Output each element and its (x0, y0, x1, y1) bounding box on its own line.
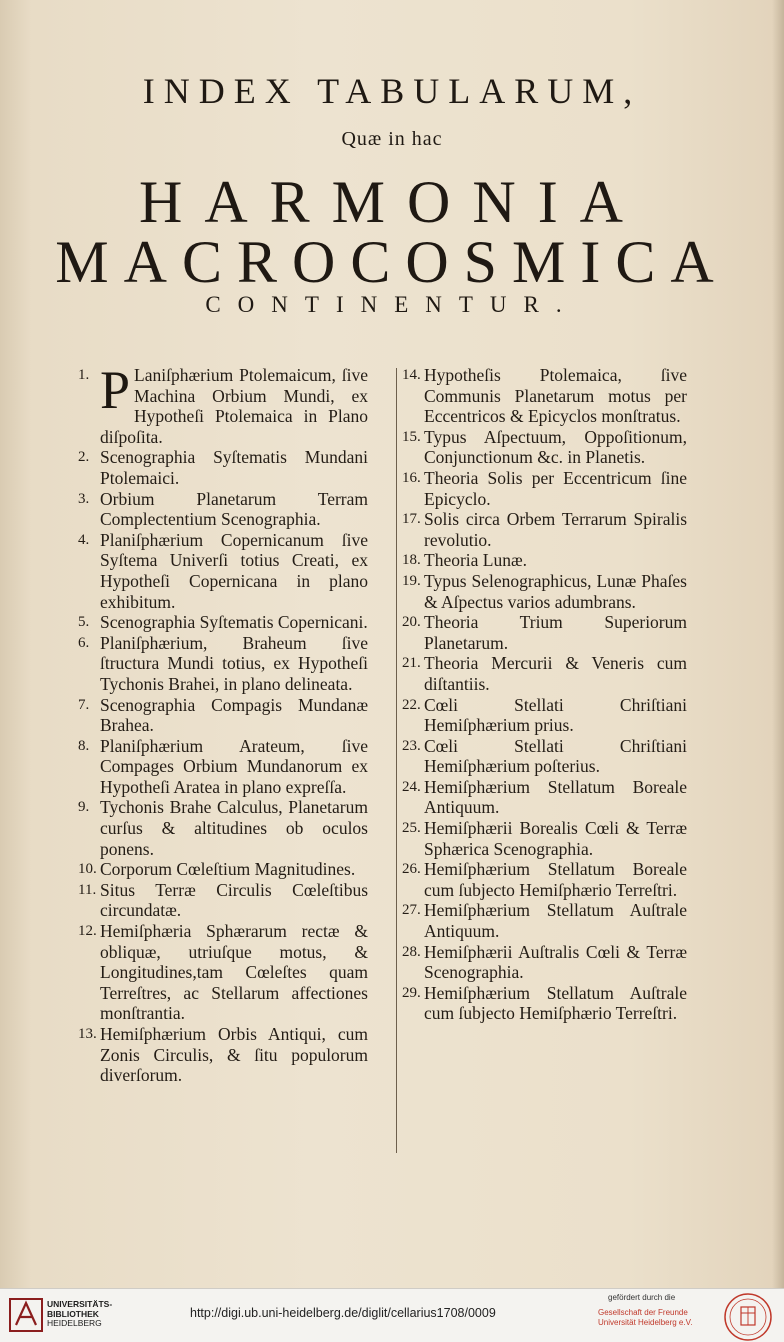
list-item (402, 653, 687, 694)
entry-text: Cœli Stellati Chriſtiani Hemiſphærium prius. (424, 694, 687, 736)
entry-text: Hemiſphærium Stellatum Boreale cum ſubjecto Hemiſphærio Terreſtri. (424, 859, 687, 900)
left-column (78, 360, 368, 1086)
list-item (78, 360, 368, 447)
entry-text: Hemiſphærium Stellatum Boreale Antiquum. (424, 776, 687, 818)
entry-text: Situs Terræ Circulis Cœleſtibus circundatæ. (100, 879, 368, 921)
entry-number: 29. (402, 984, 421, 1001)
list-item (78, 489, 368, 530)
list-item (402, 818, 687, 859)
list-item (402, 942, 687, 983)
entry-text: Scenographia Compagis Mundanæ Brahea. (100, 694, 368, 736)
entry-number: 26. (402, 861, 421, 878)
entry-number: 20. (402, 614, 421, 631)
entry-text: Laniſphærium Ptolemaicum, ſive Machina Orbium Mundi, ex Hypotheſi Ptolemaica in Plano diſpoſita. (100, 365, 368, 447)
entry-number: 17. (402, 511, 421, 528)
sponsor-block (598, 1293, 710, 1328)
list-item (402, 900, 687, 941)
entry-number: 4. (78, 531, 90, 548)
list-item (78, 797, 368, 859)
library-name-line1: UNIVERSITÄTS- (47, 1299, 113, 1309)
list-item (78, 612, 368, 633)
entry-text: Hemiſphærium Orbis Antiqui, cum Zonis Circulis, & ſitu populorum diverſorum. (100, 1024, 368, 1086)
entry-number: 25. (402, 820, 421, 837)
entry-text: Typus Aſpectuum, Oppoſitionum, Conjunctionum &c. in Planetis. (424, 426, 687, 468)
entry-number: 2. (78, 449, 90, 466)
list-item (402, 571, 687, 612)
entry-text: Theoria Lunæ. (424, 550, 528, 571)
entry-text: Hypotheſis Ptolemaica, ſive Communis Planetarum motus per Eccentricos & Epicyclos monſtratus. (424, 365, 687, 427)
entry-text: Scenographia Syſtematis Copernicani. (100, 612, 368, 633)
permalink-url[interactable]: http://digi.ub.uni-heidelberg.de/diglit/cellarius1708/0009 (190, 1306, 496, 1320)
entry-text: Cœli Stellati Chriſtiani Hemiſphærium poſterius. (424, 735, 687, 777)
entry-text: Planiſphærium Arateum, ſive Compages Orbium Mundanorum ex Hypotheſi Aratea in plano expreſſa. (100, 735, 368, 797)
list-item (402, 427, 687, 468)
entry-number: 9. (78, 799, 90, 816)
library-name (47, 1300, 112, 1329)
entry-number: 14. (402, 367, 421, 383)
entry-text: Hemiſphærii Borealis Cœli & Terræ Sphærica Scenographia. (424, 818, 687, 859)
entry-text: Hemiſphærii Auſtralis Cœli & Terræ Scenographia. (424, 941, 687, 983)
entry-number: 24. (402, 778, 421, 795)
list-item (78, 633, 368, 695)
library-name-line3: HEIDELBERG (47, 1318, 102, 1328)
entry-number: 27. (402, 902, 421, 919)
list-item (78, 921, 368, 1024)
list-item (402, 736, 687, 777)
entry-text: Orbium Planetarum Terram Complectentium Scenographia. (100, 488, 368, 530)
entry-number: 22. (402, 696, 421, 713)
list-item (402, 695, 687, 736)
entry-number: 1. (78, 367, 90, 383)
column-divider (396, 368, 397, 1153)
entry-text: Planiſphærium Copernicanum ſive Syſtema Univerſi totius Creati, ex Hypotheſi Copernicana in plano exhibitum. (100, 529, 368, 612)
entry-number: 16. (402, 469, 421, 486)
list-item (402, 777, 687, 818)
entry-text: Solis circa Orbem Terrarum Spiralis revolutio. (424, 509, 687, 550)
entry-number: 23. (402, 737, 421, 754)
list-item (78, 736, 368, 798)
entry-text: Tychonis Brahe Calculus, Planetarum curſus & altitudines ob oculos ponens. (100, 797, 368, 859)
entry-text: Hemiſphæria Sphærarum rectæ & obliquæ, utriuſque motus, & Longitudines,tam Cœleſtes quam Terreſtres, ac Stellarum affectiones monſtrantia. (100, 921, 368, 1024)
list-item (402, 983, 687, 1024)
entry-number: 18. (402, 552, 421, 569)
sponsor-label: gefördert durch die (608, 1293, 676, 1302)
entry-number: 7. (78, 696, 90, 713)
index-subtitle: Quæ in hac (341, 128, 443, 150)
list-item (402, 468, 687, 509)
university-library-logo-icon (8, 1295, 44, 1335)
university-seal-icon (722, 1291, 774, 1342)
entry-number: 8. (78, 737, 90, 754)
index-title: INDEX TABULARUM, (142, 71, 642, 111)
drop-capital: P (100, 360, 131, 420)
entry-number: 19. (402, 572, 421, 589)
entry-number: 5. (78, 614, 90, 631)
entry-number: 11. (78, 881, 97, 898)
list-item (402, 859, 687, 900)
library-name-line2: BIBLIOTHEK (47, 1308, 99, 1319)
work-title-line1: HARMONIA (139, 169, 645, 235)
list-item (402, 550, 687, 571)
entry-text: Theoria Trium Superiorum Planetarum. (424, 612, 687, 653)
list-item (78, 447, 368, 488)
entry-number: 15. (402, 428, 421, 445)
entry-text: Typus Selenographicus, Lunæ Phaſes & Aſpectus varios adumbrans. (424, 570, 687, 612)
right-column (402, 365, 687, 1024)
entry-number: 6. (78, 634, 90, 651)
entry-text: Scenographia Syſtematis Mundani Ptolemaici. (100, 447, 368, 488)
viewer-footer (0, 1288, 784, 1342)
entry-number: 13. (78, 1026, 97, 1042)
entry-text: Planiſphærium, Braheum ſive ſtructura Mundi totius, ex Hypotheſi Tychonis Brahei, in plano delineata. (100, 632, 368, 694)
entry-number: 3. (78, 490, 90, 507)
list-item (78, 880, 368, 921)
entry-text: Hemiſphærium Stellatum Auſtrale cum ſubjecto Hemiſphærio Terreſtri. (424, 982, 687, 1024)
sponsor-name (598, 1308, 710, 1328)
entry-number: 12. (78, 923, 97, 940)
entry-number: 21. (402, 655, 421, 672)
list-item (78, 695, 368, 736)
sponsor-name-line2: Universität Heidelberg e.V. (598, 1318, 693, 1327)
entry-number: 28. (402, 943, 421, 960)
entry-text: Hemiſphærium Stellatum Auſtrale Antiquum. (424, 900, 687, 942)
list-item (402, 509, 687, 550)
entry-text: Theoria Mercurii & Veneris cum diſtantiis. (424, 653, 687, 694)
list-item (402, 365, 687, 427)
list-item (78, 859, 368, 880)
list-item (78, 530, 368, 612)
entry-text: Theoria Solis per Eccentricum ſine Epicyclo. (424, 467, 687, 509)
list-item (402, 612, 687, 653)
entry-number: 10. (78, 861, 97, 878)
index-continentur: CONTINENTUR. (205, 292, 579, 317)
entry-text: Corporum Cœleſtium Magnitudines. (100, 859, 356, 880)
work-title-line2: MACROCOSMICA (55, 229, 729, 295)
list-item (78, 1024, 368, 1086)
sponsor-name-line1: Gesellschaft der Freunde (598, 1308, 688, 1317)
